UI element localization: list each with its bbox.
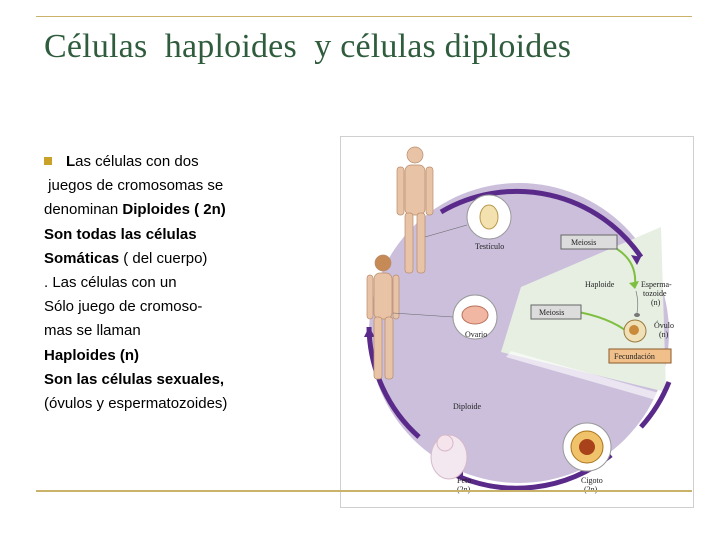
- body-text: [44, 150, 334, 416]
- body-line: [44, 368, 334, 392]
- fecundacion-label: Fecundación: [614, 352, 655, 361]
- body-text-run: Son todas las células: [44, 225, 197, 243]
- esperma-label-3: (n): [651, 298, 661, 307]
- ovulo-label-1: Óvulo: [654, 321, 674, 330]
- body-line: [44, 150, 334, 174]
- esperma-label-1: Esperma-: [641, 280, 672, 289]
- life-cycle-diagram: [341, 137, 693, 507]
- body-line: [44, 271, 334, 295]
- body-line: [44, 247, 334, 271]
- body-text-run: L: [66, 153, 76, 170]
- body-text-run: . Las células con un: [44, 273, 177, 291]
- body-text-run: juegos de cromosomas se: [44, 177, 224, 195]
- body-line: [44, 174, 334, 198]
- body-line: [44, 198, 334, 222]
- body-line: [44, 295, 334, 319]
- ovulo-label-2: (n): [659, 330, 669, 339]
- meiosis-top-label: Meiosis: [571, 238, 597, 247]
- meiosis-mid-label: Meiosis: [539, 308, 565, 317]
- bullet-icon: [44, 157, 52, 165]
- body-text-run: Sólo juego de cromoso-: [44, 298, 203, 316]
- body-line: [44, 223, 334, 247]
- body-text-run: ( del cuerpo): [119, 249, 208, 267]
- body-line: [44, 392, 334, 416]
- slide-title: Células haploides y células diploides: [44, 28, 572, 65]
- esperma-label-2: tozoide: [643, 289, 667, 298]
- ovario-label: Ovario: [465, 330, 488, 339]
- body-text-run: (óvulos y espermatozoides): [44, 394, 228, 412]
- body-text-run: Somáticas: [44, 249, 120, 267]
- body-line: [44, 319, 334, 343]
- cigoto-label-1: Cigoto: [581, 476, 603, 485]
- sperm-icon: [634, 313, 640, 317]
- body-text-run: as células con dos: [75, 153, 199, 170]
- life-cycle-figure: [340, 136, 694, 508]
- body-line: [44, 344, 334, 368]
- top-rule: [36, 16, 692, 17]
- feto-label-1: Feto: [457, 476, 472, 485]
- body-text-run: Haploides (n): [44, 346, 140, 364]
- body-text-run: Diploides ( 2n): [122, 201, 226, 219]
- testiculo-label: Testículo: [475, 242, 505, 251]
- body-text-run: denominan: [44, 201, 123, 219]
- body-text-run: mas se llaman: [44, 322, 141, 340]
- diploide-label: Diploide: [453, 402, 481, 411]
- body-text-run: Son las células sexuales,: [44, 370, 225, 388]
- haploide-label: Haploide: [585, 280, 615, 289]
- bottom-rule: [36, 490, 692, 492]
